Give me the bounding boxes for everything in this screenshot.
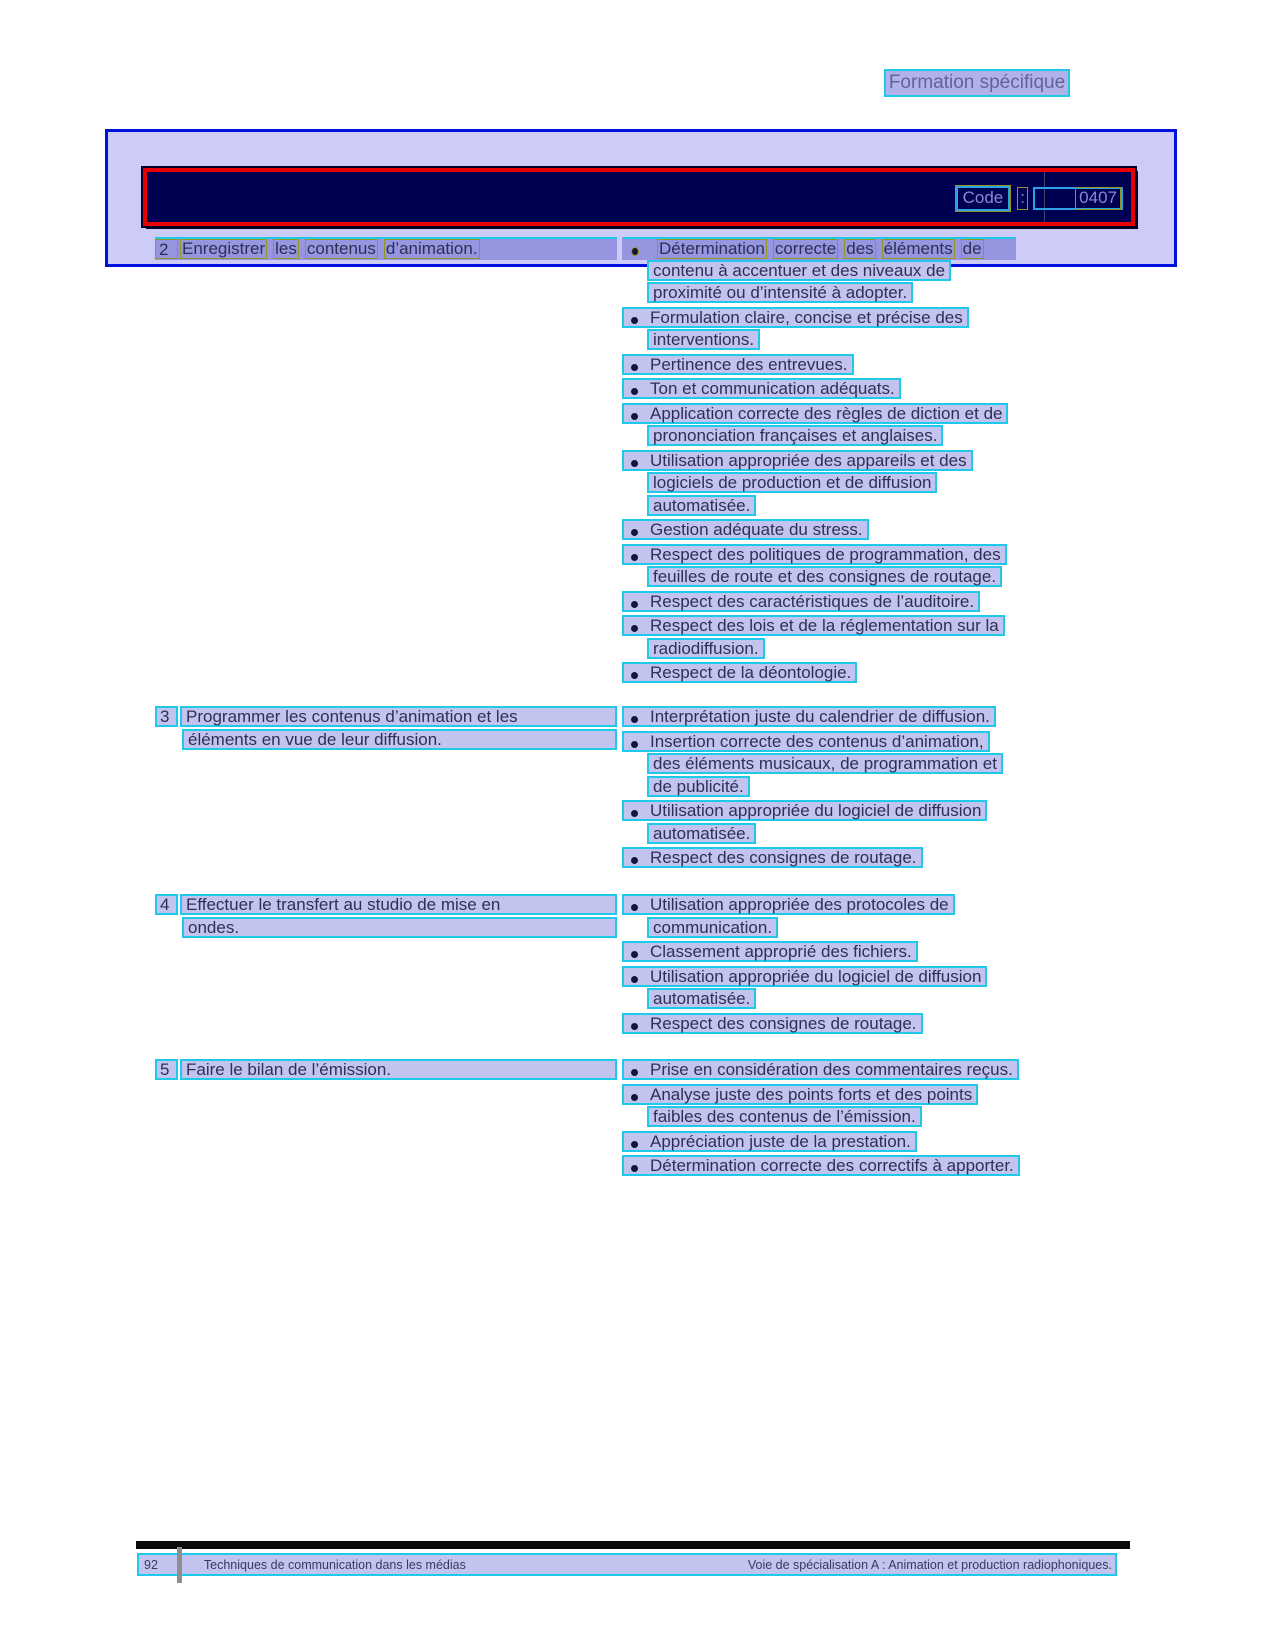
criterion xyxy=(622,450,1087,518)
criterion xyxy=(622,591,1087,614)
criterion xyxy=(622,544,1087,589)
criterion xyxy=(622,966,1087,1011)
criterion-text: logiciels de production et de diffusion xyxy=(647,472,937,493)
bullet-icon xyxy=(631,951,638,958)
criterion xyxy=(622,519,1087,542)
footer-page-number: 92 xyxy=(144,1557,158,1572)
criterion-text: Détermination correcte des correctifs à apporter. xyxy=(622,1155,1020,1176)
criterion-line xyxy=(622,615,1087,638)
footer-rule xyxy=(136,1541,1130,1549)
criterion-text: Formulation claire, concise et précise des xyxy=(622,307,969,328)
objective-text: ondes. xyxy=(182,917,617,938)
criterion-line xyxy=(622,706,1087,729)
criterion-line xyxy=(622,941,1087,964)
criterion-text: automatisée. xyxy=(647,823,756,844)
criterion-text: Utilisation appropriée des appareils et des xyxy=(622,450,973,471)
criterion-line xyxy=(622,566,1087,589)
bullet-icon xyxy=(631,388,638,395)
objective-line xyxy=(155,237,617,260)
criterion xyxy=(622,354,1087,377)
bullet-icon xyxy=(631,247,639,256)
objective-text: Programmer les contenus d’animation et les xyxy=(180,706,617,727)
criterion-line xyxy=(622,495,1087,518)
criterion-line xyxy=(622,450,1087,473)
criterion xyxy=(622,894,1087,939)
criterion-text: Utilisation appropriée du logiciel de diffusion xyxy=(622,800,987,821)
bullet-icon xyxy=(631,460,638,467)
ocr-word: les xyxy=(275,239,297,258)
bullet-icon xyxy=(631,625,638,632)
criterion-line xyxy=(622,591,1087,614)
objective-line xyxy=(155,894,617,917)
criterion-line xyxy=(622,237,1087,260)
criterion-line xyxy=(622,1084,1087,1107)
criterion xyxy=(622,847,1087,870)
criteria-column xyxy=(622,237,1087,685)
footer-divider xyxy=(177,1547,182,1583)
bullet-icon xyxy=(631,904,638,911)
criterion xyxy=(622,706,1087,729)
criterion-line xyxy=(622,966,1087,989)
criterion-text: Respect de la déontologie. xyxy=(622,662,857,683)
criterion-line xyxy=(622,800,1087,823)
criterion xyxy=(622,378,1087,401)
objective-line xyxy=(155,1059,617,1082)
criterion-line xyxy=(622,894,1087,917)
criterion-line xyxy=(622,519,1087,542)
ocr-word: contenus xyxy=(306,239,376,258)
criterion-line xyxy=(622,472,1087,495)
criterion-text: Utilisation appropriée des protocoles de xyxy=(622,894,955,915)
criterion-line xyxy=(622,638,1087,661)
objective-number: 2 xyxy=(155,239,178,259)
criterion xyxy=(622,403,1087,448)
criterion xyxy=(622,662,1087,685)
criterion xyxy=(622,800,1087,845)
bullet-icon xyxy=(631,741,638,748)
objective-text: éléments en vue de leur diffusion. xyxy=(182,729,617,750)
criterion-line xyxy=(622,544,1087,567)
bullet-icon xyxy=(631,1069,638,1076)
criterion-line xyxy=(622,354,1087,377)
code-label: Code xyxy=(956,186,1011,211)
criterion-text: Gestion adéquate du stress. xyxy=(622,519,869,540)
criterion-line xyxy=(622,403,1087,426)
criterion-line xyxy=(622,1131,1087,1154)
objective-number: 3 xyxy=(155,706,178,727)
criterion-line xyxy=(622,282,1087,305)
criterion-text: automatisée. xyxy=(647,495,756,516)
bullet-icon xyxy=(631,1094,638,1101)
criterion-text: Respect des consignes de routage. xyxy=(622,1013,923,1034)
criterion-text: proximité ou d’intensité à adopter. xyxy=(647,282,913,303)
criterion-text: contenu à accentuer et des niveaux de xyxy=(647,260,951,281)
bullet-icon xyxy=(631,413,638,420)
criterion-text xyxy=(622,237,1016,260)
footer-specialization: Voie de spécialisation A : Animation et production radiophoniques. xyxy=(747,1557,1112,1572)
bullet-icon xyxy=(631,810,638,817)
ocr-word: de xyxy=(962,238,982,258)
criterion-text: prononciation françaises et anglaises. xyxy=(647,425,943,446)
criterion-line xyxy=(622,1059,1087,1082)
criterion xyxy=(622,1131,1087,1154)
bullet-icon xyxy=(631,976,638,983)
objective-text: Effectuer le transfert au studio de mise en xyxy=(180,894,617,915)
criteria-column xyxy=(622,1059,1087,1178)
criterion-text: des éléments musicaux, de programmation et xyxy=(647,753,1003,774)
code-value: 0407 xyxy=(1075,187,1121,210)
criterion-text: faibles des contenus de l’émission. xyxy=(647,1106,922,1127)
criterion-text: automatisée. xyxy=(647,988,756,1009)
objective-number: 5 xyxy=(155,1059,178,1080)
bullet-icon xyxy=(631,529,638,536)
criterion-line xyxy=(622,917,1087,940)
objective-line xyxy=(155,729,617,752)
criterion-line xyxy=(622,378,1087,401)
criterion xyxy=(622,237,1087,305)
criterion xyxy=(622,1084,1087,1129)
criterion-line xyxy=(622,823,1087,846)
criterion-text: feuilles de route et des consignes de routage. xyxy=(647,566,1002,587)
criterion-text: Classement approprié des fichiers. xyxy=(622,941,918,962)
ocr-word: Détermination xyxy=(659,238,765,258)
criterion-line xyxy=(622,1106,1087,1129)
criterion-text: Application correcte des règles de diction et de xyxy=(622,403,1008,424)
criterion-line xyxy=(622,329,1087,352)
criterion xyxy=(622,307,1087,352)
criterion-text: de publicité. xyxy=(647,776,750,797)
objective-number: 4 xyxy=(155,894,178,915)
objective-text xyxy=(180,239,617,259)
criterion-text: Pertinence des entrevues. xyxy=(622,354,854,375)
criterion-text: Prise en considération des commentaires reçus. xyxy=(622,1059,1019,1080)
objective-column xyxy=(155,706,617,751)
criterion-line xyxy=(622,1155,1087,1178)
criterion-line xyxy=(622,731,1087,754)
criterion-line xyxy=(622,307,1087,330)
criterion-line xyxy=(622,260,1087,283)
ocr-word: d’animation. xyxy=(385,239,478,258)
objective-line xyxy=(155,706,617,729)
objective-text: Faire le bilan de l’émission. xyxy=(180,1059,617,1080)
bullet-icon xyxy=(631,317,638,324)
criterion-line xyxy=(622,753,1087,776)
bullet-icon xyxy=(631,364,638,371)
objective-column xyxy=(155,237,617,260)
criterion xyxy=(622,1059,1087,1082)
bullet-icon xyxy=(631,1023,638,1030)
criterion-text: Respect des politiques de programmation, des xyxy=(622,544,1007,565)
ocr-word: correcte xyxy=(774,238,837,258)
objective-column xyxy=(155,894,617,939)
criterion-text: Appréciation juste de la prestation. xyxy=(622,1131,917,1152)
criterion-text: communication. xyxy=(647,917,778,938)
objective-column xyxy=(155,1059,617,1082)
criterion-text: Analyse juste des points forts et des points xyxy=(622,1084,978,1105)
criterion-line xyxy=(622,425,1087,448)
code-separator: : xyxy=(1017,187,1028,210)
objective-line xyxy=(155,917,617,940)
ocr-word: éléments xyxy=(883,238,953,258)
criterion xyxy=(622,941,1087,964)
criterion-line xyxy=(622,988,1087,1011)
criterion-text: Interprétation juste du calendrier de diffusion. xyxy=(622,706,996,727)
criterion-text: radiodiffusion. xyxy=(647,638,765,659)
criterion-line xyxy=(622,776,1087,799)
criterion-text: Respect des consignes de routage. xyxy=(622,847,923,868)
bullet-icon xyxy=(631,672,638,679)
criterion xyxy=(622,615,1087,660)
bullet-icon xyxy=(631,1141,638,1148)
criterion-text: Ton et communication adéquats. xyxy=(622,378,901,399)
criteria-column xyxy=(622,706,1087,870)
criterion-line xyxy=(622,662,1087,685)
criterion-line xyxy=(622,1013,1087,1036)
footer-program-title: Techniques de communication dans les médias xyxy=(203,1557,466,1572)
bullet-icon xyxy=(631,601,638,608)
ocr-word: Enregistrer xyxy=(182,239,266,258)
bullet-icon xyxy=(631,857,638,864)
criterion-text: Utilisation appropriée du logiciel de diffusion xyxy=(622,966,987,987)
criterion xyxy=(622,1013,1087,1036)
page-section-label: Formation spécifique xyxy=(884,69,1070,97)
criterion-text: interventions. xyxy=(647,329,760,350)
criterion-text: Respect des lois et de la réglementation sur la xyxy=(622,615,1005,636)
criterion-text: Insertion correcte des contenus d’animation, xyxy=(622,731,990,752)
criterion xyxy=(622,731,1087,799)
criteria-column xyxy=(622,894,1087,1035)
bullet-icon xyxy=(631,1165,638,1172)
ocr-word: des xyxy=(846,238,874,258)
criterion xyxy=(622,1155,1087,1178)
criterion-text: Respect des caractéristiques de l’auditoire. xyxy=(622,591,980,612)
criterion-line xyxy=(622,847,1087,870)
bullet-icon xyxy=(631,716,638,723)
bullet-icon xyxy=(631,554,638,561)
footer xyxy=(137,1553,1117,1576)
